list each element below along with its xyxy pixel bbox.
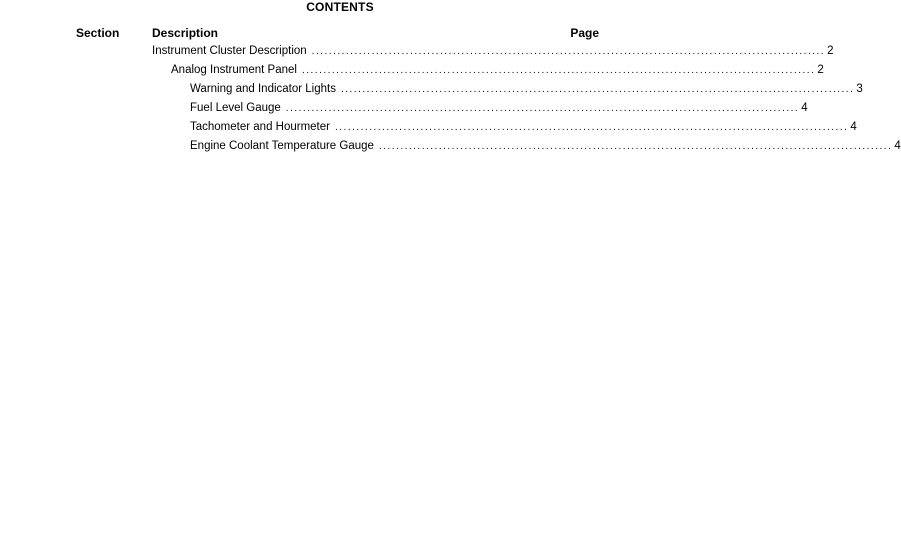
toc-entry-label: Analog Instrument Panel [171, 64, 297, 76]
toc-entry[interactable] [190, 138, 901, 154]
toc-entry[interactable] [190, 119, 857, 135]
toc-entry-page: 3 [856, 83, 863, 95]
toc-entry-label: Fuel Level Gauge [190, 102, 281, 114]
toc-entry-label: Tachometer and Hourmeter [190, 121, 330, 133]
section-column-header: Section [76, 26, 120, 40]
toc-entry-page: 4 [850, 121, 857, 133]
toc-entry-page: 4 [894, 140, 901, 152]
toc-entry[interactable] [152, 43, 834, 59]
toc-entry-label: Instrument Cluster Description [152, 45, 307, 57]
toc-entry[interactable] [190, 100, 808, 116]
toc-entry[interactable] [190, 81, 863, 97]
dot-leader: ........................................................................................................................ [311, 46, 826, 57]
dot-leader: ........................................................................................................................ [301, 65, 816, 76]
dot-leader: ........................................................................................................................ [334, 122, 849, 133]
toc-entry[interactable] [171, 62, 824, 78]
description-column-header: Description [152, 26, 219, 40]
toc-entry-page: 2 [817, 64, 824, 76]
page-column-header: Page [570, 26, 599, 40]
dot-leader: ........................................................................................................................ [285, 103, 800, 114]
dot-leader: ........................................................................................................................ [378, 141, 893, 152]
toc-entry-label: Engine Coolant Temperature Gauge [190, 140, 374, 152]
toc-entry-label: Warning and Indicator Lights [190, 83, 336, 95]
toc-entry-page: 4 [801, 102, 808, 114]
dot-leader: ........................................................................................................................ [340, 84, 855, 95]
toc-entry-page: 2 [827, 45, 834, 57]
contents-title: CONTENTS [306, 0, 374, 14]
